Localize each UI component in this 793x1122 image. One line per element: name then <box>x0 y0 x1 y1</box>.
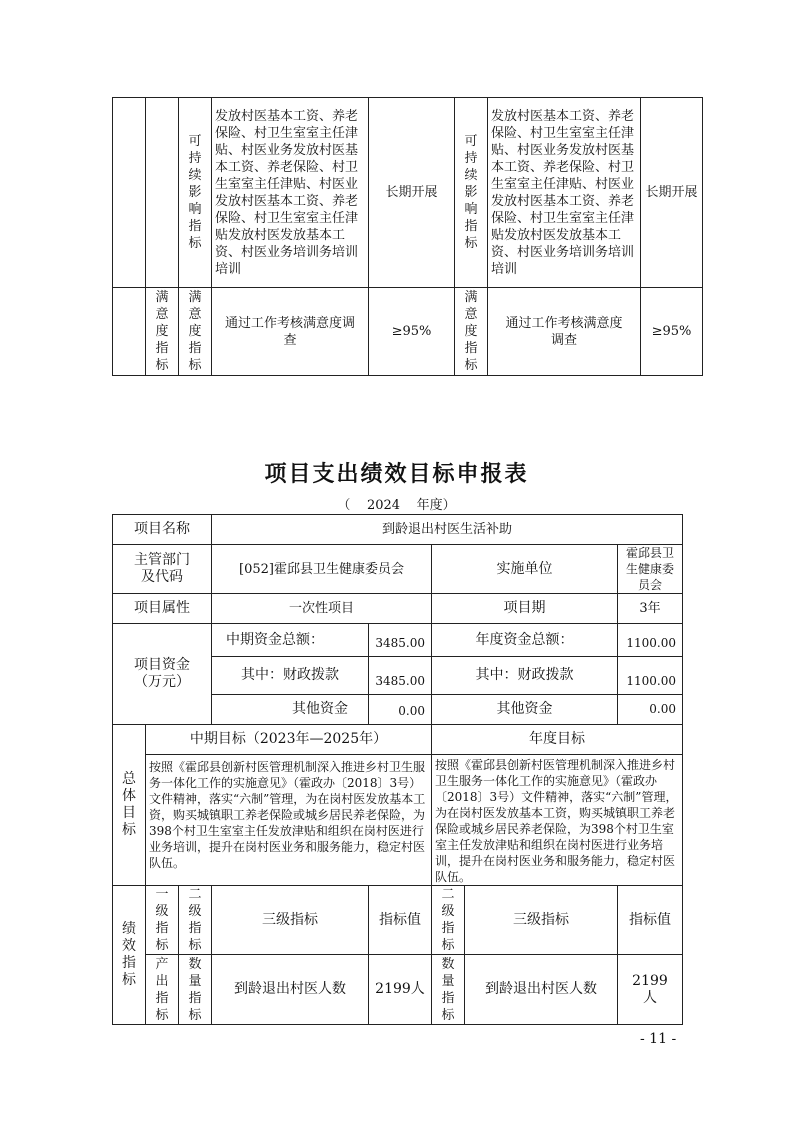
year-fiscal-value: 1100.00 <box>618 657 683 695</box>
indicator-value: 长期开展 <box>369 98 455 288</box>
mid-goal-header: 中期目标（2023年—2025年） <box>146 725 432 755</box>
year-total-label: 年度资金总额： <box>432 624 618 657</box>
page-number: - 11 - <box>640 1031 677 1047</box>
fund-label: 项目资金（万元） <box>113 624 212 725</box>
indicator-value-right: 长期开展 <box>641 98 703 288</box>
mid-fiscal-value: 3485.00 <box>369 657 432 695</box>
header-level2: 二级指标 <box>179 886 212 955</box>
impl-value: 霍邱县卫生健康委员会 <box>618 545 683 594</box>
performance-form <box>112 514 683 1025</box>
indicator-level2-right: 可持续影响指标 <box>455 98 488 288</box>
indicator-text: 发放村医基本工资、养老保险、村卫生室室主任津贴、村医业务发放村医基本工资、养老保险、村卫生室室主任津贴、村医业发放村医基本工资、养老保险、村卫生室室主任津贴发放村医发放基本工资、村医业务培训务培训培训 <box>212 98 369 288</box>
year-fiscal-label: 其中：财政拨款 <box>432 657 618 695</box>
project-name-label: 项目名称 <box>113 515 212 545</box>
mid-total-label: 中期资金总额： <box>212 624 369 657</box>
period-label: 项目期 <box>432 594 618 624</box>
satisfaction-text: 通过工作考核满意度调查 <box>212 288 369 376</box>
project-name: 到龄退出村医生活补助 <box>212 515 683 545</box>
satisfaction-level2: 满意度指标 <box>179 288 212 376</box>
satisfaction-level2-right: 满意度指标 <box>455 288 488 376</box>
indicator-level2: 可持续影响指标 <box>179 98 212 288</box>
year-goal-header: 年度目标 <box>432 725 683 755</box>
row-level3: 到龄退出村医人数 <box>212 955 369 1025</box>
header-level1: 一级指标 <box>146 886 179 955</box>
mid-total-value: 3485.00 <box>369 624 432 657</box>
continuation-table <box>112 97 703 376</box>
satisfaction-value: ≥95% <box>369 288 455 376</box>
mid-goal-text: 按照《霍邱县创新村医管理机制深入推进乡村卫生服务一体化工作的实施意见》（霍政办〔2018〕3号）文件精神，落实“六制”管理，为在岗村医发放基本工资，购买城镇职工养老保险或城乡居民养老保险，为398个村卫生室室主任发放津贴和组织在岗村医进行业务培训，提升在岗村医业务和服务能力，稳定村医队伍。 <box>146 755 432 886</box>
header-level3-right: 三级指标 <box>465 886 618 955</box>
year-other-label: 其他资金 <box>432 695 618 725</box>
year-goal-text: 按照《霍邱县创新村医管理机制深入推进乡村卫生服务一体化工作的实施意见》（霍政办〔2018〕3号）文件精神，落实“六制”管理，为在岗村医发放基本工资，购买城镇职工养老保险或城乡居民养老保险，为398个村卫生室室主任发放津贴和组织在岗村医进行业务培训，提升在岗村医业务和服务能力，稳定村医队伍。 <box>432 755 683 886</box>
impl-label: 实施单位 <box>432 545 618 594</box>
dept-value: [052]霍邱县卫生健康委员会 <box>212 545 432 594</box>
empty-cell <box>146 98 179 288</box>
header-value-right: 指标值 <box>618 886 683 955</box>
indicator-text-right: 发放村医基本工资、养老保险、村卫生室室主任津贴、村医业务发放村医基本工资、养老保险、村卫生室室主任津贴、村医业发放村医基本工资、养老保险、村卫生室室主任津贴发放村医发放基本工资、村医业务培训务培训培训 <box>488 98 641 288</box>
row-value: 2199人 <box>369 955 432 1025</box>
year-other-value: 0.00 <box>618 695 683 725</box>
page-title: 项目支出绩效目标申报表 <box>264 461 529 487</box>
row-level2: 数量指标 <box>179 955 212 1025</box>
row-level2-right: 数量指标 <box>432 955 465 1025</box>
goal-label: 总体目标 <box>113 725 146 886</box>
mid-fiscal-label: 其中：财政拨款 <box>212 657 369 695</box>
attr-label: 项目属性 <box>113 594 212 624</box>
period-value: 3年 <box>618 594 683 624</box>
satisfaction-text-right: 通过工作考核满意度调查 <box>488 288 641 376</box>
year-subtitle: （ 2024 年度） <box>337 498 456 513</box>
header-level2-right: 二级指标 <box>432 886 465 955</box>
dept-label: 主管部门及代码 <box>113 545 212 594</box>
header-level3: 三级指标 <box>212 886 369 955</box>
satisfaction-value-right: ≥95% <box>641 288 703 376</box>
row-value-right: 2199人 <box>618 955 683 1025</box>
mid-other-label: 其他资金 <box>212 695 369 725</box>
row-level1: 产出指标 <box>146 955 179 1025</box>
empty-cell <box>113 288 146 376</box>
row-level3-right: 到龄退出村医人数 <box>465 955 618 1025</box>
satisfaction-level1: 满意度指标 <box>146 288 179 376</box>
perf-label: 绩效指标 <box>113 886 146 1025</box>
attr-value: 一次性项目 <box>212 594 432 624</box>
empty-cell <box>113 98 146 288</box>
header-value: 指标值 <box>369 886 432 955</box>
mid-other-value: 0.00 <box>369 695 432 725</box>
year-total-value: 1100.00 <box>618 624 683 657</box>
